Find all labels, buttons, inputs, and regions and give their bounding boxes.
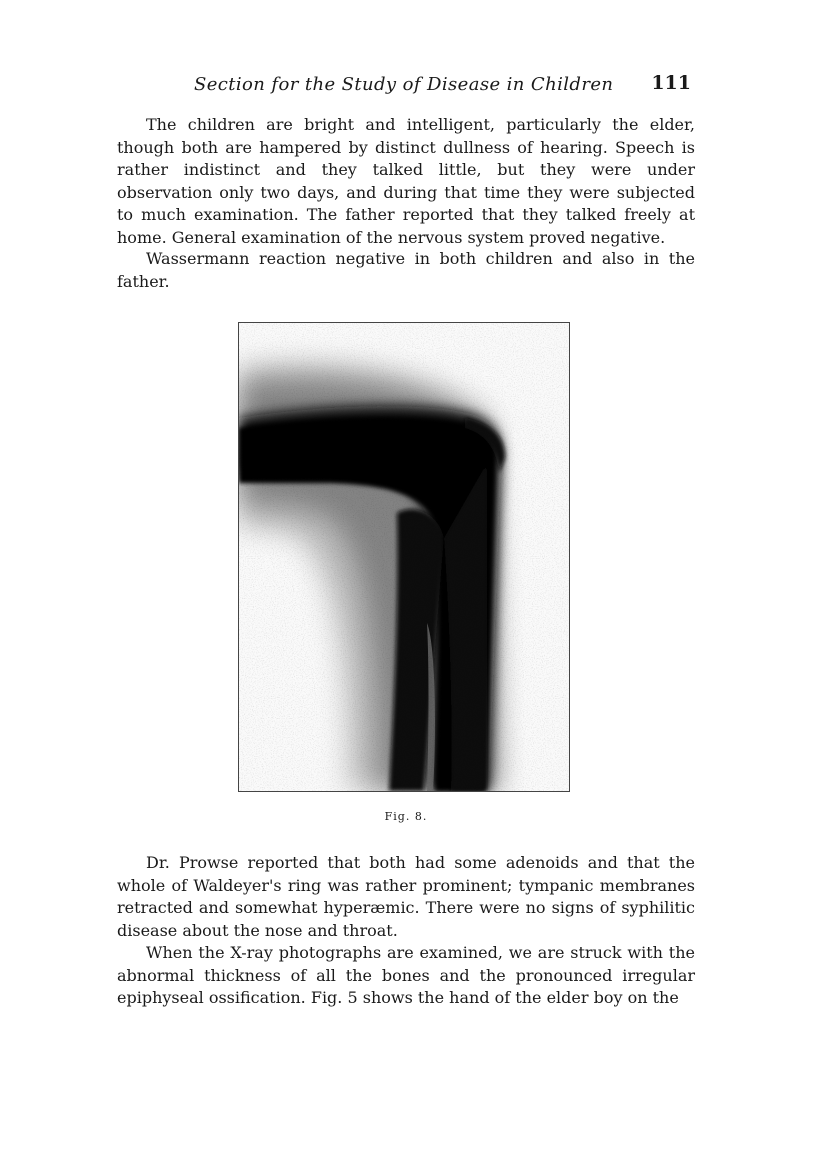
paragraph-1: The children are bright and intelligent, particularly the elder, though both are hampered by distinct dullness of hearing. Speech is rather indistinct and they talked little, but they were under observation only two days, and during that time they were subjected to much examination. The father reported that they talked freely at home. General examination of the nervous system proved negative. [117, 115, 695, 247]
xray-figure [238, 322, 570, 792]
page-number: 111 [651, 72, 691, 94]
figure-caption: Fig. 8. [384, 810, 428, 823]
page-header [117, 72, 695, 102]
paragraph-4: When the X-ray photographs are examined, we are struck with the abnormal thickness of all the bones and the pronounced irregular epiphyseal ossification. Fig. 5 shows the hand of the elder boy on the [117, 943, 695, 1007]
paragraph-3: Dr. Prowse reported that both had some adenoids and that the whole of Waldeyer's ring was rather prominent; tympanic membranes retracted and somewhat hyperæmic. There were no signs of syphilitic disease about the nose and throat. [117, 853, 695, 940]
xray-image [239, 323, 569, 791]
running-title: Section for the Study of Disease in Children [194, 74, 614, 95]
paragraph-2: Wassermann reaction negative in both children and also in the father. [117, 249, 695, 291]
